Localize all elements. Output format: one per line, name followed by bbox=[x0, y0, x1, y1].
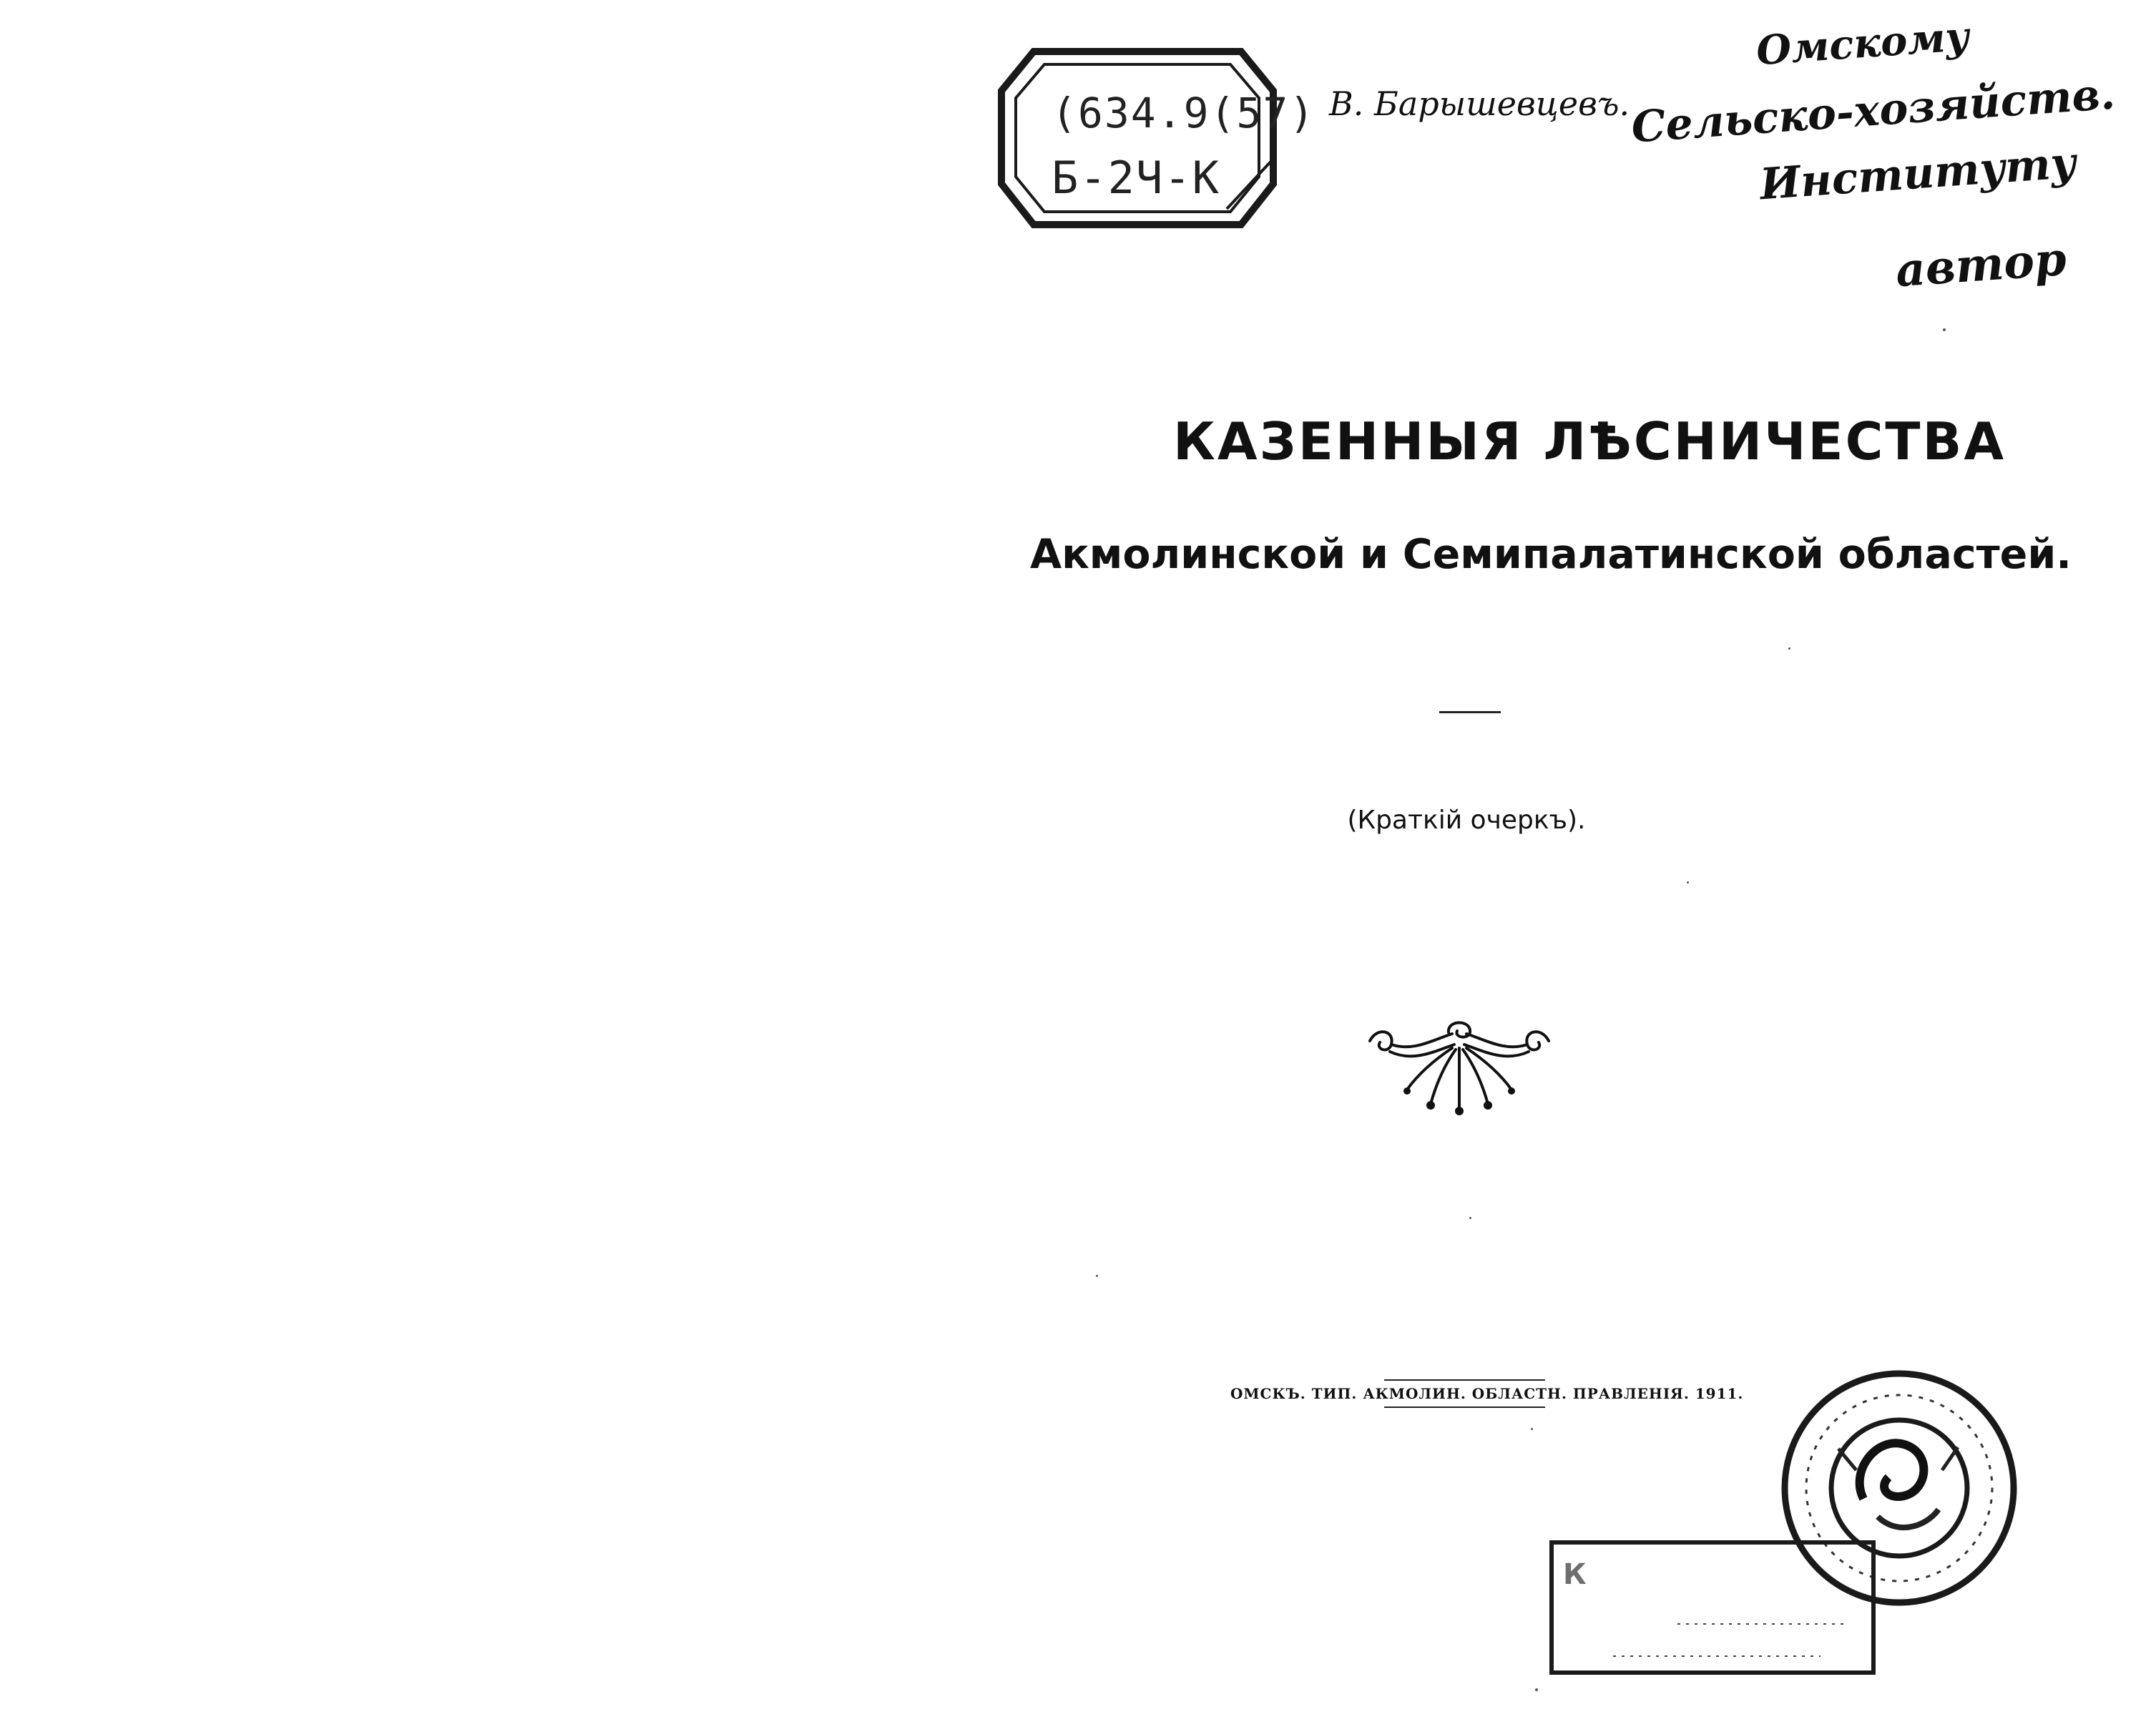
title-divider bbox=[1439, 711, 1501, 713]
rectangular-stamp-text: К bbox=[1563, 1558, 1587, 1591]
ornament-icon bbox=[1363, 1012, 1556, 1120]
scan-speck bbox=[1096, 1275, 1098, 1277]
imprint-underline bbox=[1384, 1406, 1545, 1408]
scan-speck bbox=[1531, 1428, 1533, 1430]
inscription-line-1: Омскому bbox=[1755, 12, 1971, 75]
scan-speck bbox=[1788, 647, 1790, 650]
imprint-line: ОМСКЪ. ТИП. АКМОЛИН. ОБЛАСТН. ПРАВЛЕНІЯ. 1911. bbox=[1230, 1385, 1744, 1402]
book-genre-note: (Краткій очеркъ). bbox=[1347, 806, 1586, 835]
call-number-line-1: (634.9(57) bbox=[1052, 89, 1316, 137]
scan-speck bbox=[1687, 881, 1689, 884]
scan-speck bbox=[1535, 1688, 1538, 1691]
inscription-line-2: Сельско-хозяйств. bbox=[1630, 69, 2117, 153]
imprint-overline bbox=[1384, 1379, 1545, 1381]
book-title: КАЗЕННЫЯ ЛѢСНИЧЕСТВА bbox=[1173, 411, 2006, 471]
rectangular-stamp-frame bbox=[1549, 1538, 1878, 1678]
author-name: В. Барышевцевъ. bbox=[1329, 84, 1630, 123]
rectangular-stamp bbox=[1549, 1538, 1878, 1678]
call-number-line-2: Б-2Ч-К bbox=[1052, 152, 1220, 204]
inscription-line-3: Институту bbox=[1758, 137, 2078, 210]
scan-speck bbox=[1943, 328, 1946, 331]
handwritten-inscription bbox=[1630, 12, 2117, 306]
call-number-stamp-frame bbox=[991, 37, 1284, 238]
book-subtitle: Акмолинской и Семипалатинской областей. bbox=[1030, 531, 2072, 578]
call-number-stamp bbox=[991, 37, 1316, 238]
scan-speck bbox=[1469, 1217, 1471, 1219]
inscription-line-4: автор bbox=[1893, 232, 2068, 298]
